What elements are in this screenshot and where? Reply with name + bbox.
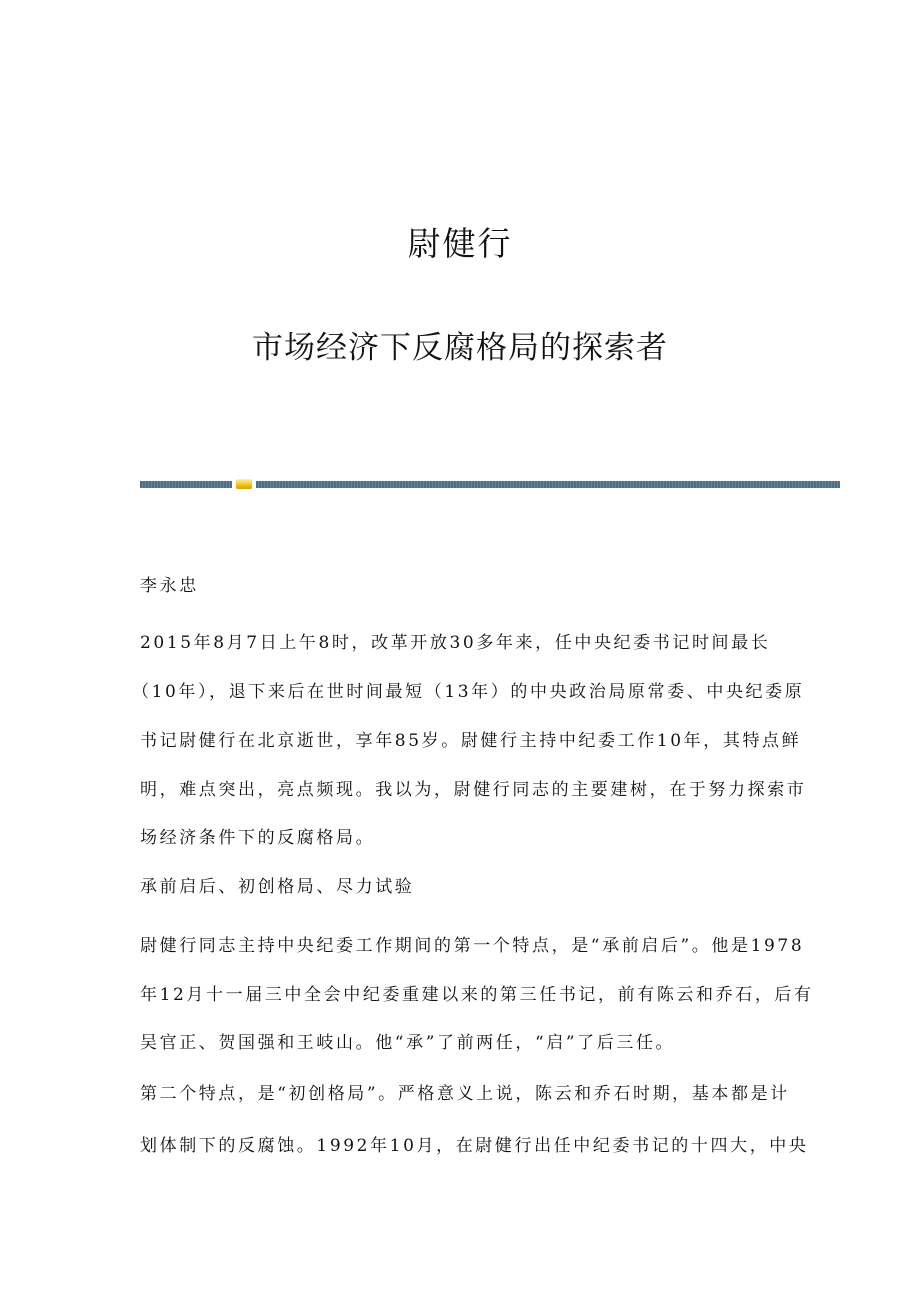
- paragraph-line: 划体制下的反腐蚀。1992年10月，在尉健行出任中纪委书记的十四大，中央: [140, 1136, 809, 1156]
- paragraph-line: 第二个特点，是“初创格局”。严格意义上说，陈云和乔石时期，基本都是计: [140, 1084, 790, 1104]
- divider-ornament-icon: [236, 479, 252, 489]
- document-subtitle: 市场经济下反腐格局的探索者: [252, 330, 668, 366]
- title-divider: [140, 481, 840, 488]
- paragraph-line: 书记尉健行在北京逝世，享年85岁。尉健行主持中纪委工作10年，其特点鲜: [140, 731, 802, 751]
- paragraph-line: 吴官正、贺国强和王岐山。他“承”了前两任，“启”了后三任。: [140, 1033, 676, 1053]
- document-title: 尉健行: [407, 224, 513, 263]
- section-heading: 承前启后、初创格局、尽力试验: [140, 877, 415, 897]
- paragraph-line: 2015年8月7日上午8时，改革开放30多年来，任中央纪委书记时间最长: [140, 633, 771, 653]
- paragraph-line: （10年），退下来后在世时间最短（13年）的中央政治局原常委、中央纪委原: [132, 682, 805, 702]
- paragraph-line: 明，难点突出，亮点频现。我以为，尉健行同志的主要建树，在于努力探索市: [140, 780, 807, 800]
- paragraph-line: 场经济条件下的反腐格局。: [140, 828, 376, 848]
- author: 李永忠: [140, 576, 199, 596]
- paragraph-line: 年12月十一届三中全会中纪委重建以来的第三任书记，前有陈云和乔石，后有: [140, 985, 814, 1005]
- paragraph-line: 尉健行同志主持中央纪委工作期间的第一个特点，是“承前启后”。他是1978: [140, 936, 805, 956]
- divider-bar-right: [256, 481, 840, 488]
- divider-bar-left: [140, 481, 232, 488]
